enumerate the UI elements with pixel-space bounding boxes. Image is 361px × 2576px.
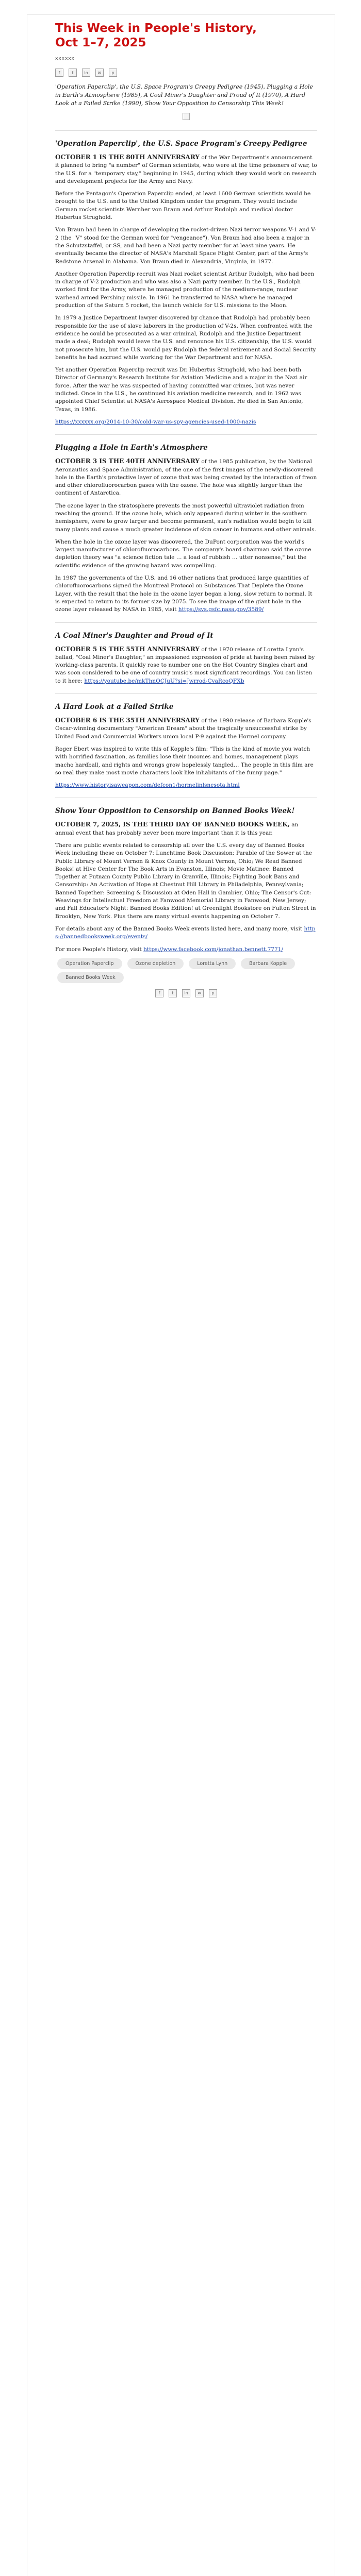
paragraph-text: of the 1970 release of Loretta Lynn's ballad, "Coal Miner's Daughter," an impassioned expression of pride at having been raised by working-class parents. It quickly rose to number one on the Hot Country Singles chart and was soon considered to be one of country music's most significant recordings. You can listen to it here: — [55, 646, 315, 684]
tag-pill[interactable]: Operation Paperclip — [57, 958, 122, 969]
newsletter-title — [55, 21, 317, 50]
hero-image-icon — [183, 113, 190, 120]
paragraph-lead: OCTOBER 3 IS THE 40TH ANNIVERSARY — [55, 457, 200, 465]
share-bar-bottom — [55, 989, 317, 997]
paragraph: In 1979 a Justice Department lawyer discovered by chance that Rudolph had probably been responsible for the use of slave laborers in the production of V-2s. When confronted with the evidence he could be prosecuted as a war criminal, Rudolph and the Justice Department made a deal; Rudolph would leave the U.S. and renounce his U.S. citizenship, the U.S. would not prosecute him, but the U.S. would pay Rudolph the federal retirement and Social Security benefits he had accrued while working for the War Department and for NASA. — [55, 315, 316, 361]
section-title-banned-books: Show Your Opposition to Censorship on Banned Books Week! — [55, 807, 295, 816]
paragraph — [55, 457, 317, 497]
paragraph-text: For more People's History, visit — [55, 946, 144, 953]
tag-pill[interactable]: Ozone depletion — [127, 958, 184, 969]
section-title-paperclip: 'Operation Paperclip', the U.S. Space Program's Creepy Pedigree — [55, 140, 307, 148]
divider — [55, 130, 317, 131]
paragraph — [55, 821, 317, 837]
youtube-link[interactable]: https://youtube.be/mkThnOCJuU?si=Jwrrod-CvaRcoQFXb — [84, 677, 244, 684]
paragraph — [55, 946, 317, 954]
paragraph — [55, 154, 317, 185]
nasa-image-link[interactable]: https://svs.gsfc.nasa.gov/3589/ — [178, 606, 264, 613]
facebook-profile-link[interactable]: https://www.facebook.com/jonathan.bennett.7771/ — [143, 946, 284, 953]
paragraph — [55, 925, 317, 941]
paragraph: When the hole in the ozone layer was discovered, the DuPont corporation was the world's largest manufacturer of chlorofluorocarbons. The company's board chairman said the ozone depletion theory was "a science fiction tale … a load of rubbish … utter nonsense," but the scientific evidence of the growing hazard was compelling. — [55, 538, 311, 569]
pinterest-share-icon[interactable]: p — [209, 989, 217, 997]
divider — [55, 693, 317, 694]
paragraph-text: In 1987 the governments of the U.S. and 16 other nations that produced large quantities of chlorofluorocarbons signed the Montreal Protocol on Substances That Deplete the Ozone Layer, with the result that the hole in the ozone layer began a long, slow return to normal. It is expected to return to its former size by 2075. To see the image of the giant hole in the ozone layer released by NASA in 1985, visit — [55, 575, 313, 613]
paragraph — [55, 782, 317, 789]
header-tag: xxxxxx — [55, 56, 75, 61]
banned-books-events-link[interactable]: https://bannedbooksweek.org/events/ — [55, 925, 316, 940]
paragraph: Before the Pentagon's Operation Paperclip ended, at least 1600 German scientists would be brought to the U.S. and to the United Kingdom under the program. They would include German rocket scientists Wernher von Braun and Arthur Rudolph and medical doctor Hubertus Strughold. — [55, 191, 311, 221]
divider — [55, 434, 317, 435]
paragraph — [55, 418, 317, 426]
newsletter-card — [27, 14, 335, 2576]
pinterest-share-icon[interactable]: p — [109, 69, 117, 77]
article-link[interactable]: https://www.historyisaweapon.com/defcon1/hormelinlsnesota.html — [55, 782, 240, 789]
paragraph: There are public events related to censorship all over the U.S. every day of Banned Books Week including these on October 7: Lunchtime Book Discussion: Parable of the Sower at the Public Library of Mount Vernon & Knox County in Mount Vernon, Ohio; We Read Banned Books! at Hive Center for The Book Arts in Evanston, Illinois; Movie Matinee: Banned Together at Putnam County Public Library in Granville, Illinois; Fighting Book Bans and Censorship: An Activation of Hope at Chestnut Hill Library in Philadelphia, Pennsylvania; Banned Together: Screening & Discussion at Oden Hall in Gambier, Ohio; The Censor's Cut: Weavings for Intellectual Freedom at Fanwood Memorial Library in Fanwood, New Jersey; and Fall Educator's Night: Banned Books Edition! at Greenlight Bookstore on Fulton Street in Brooklyn, New York. Plus there are many virtual events happening on October 7. — [55, 842, 316, 920]
facebook-share-icon[interactable]: f — [55, 69, 63, 77]
paragraph: Von Braun had been in charge of developing the rocket-driven Nazi terror weapons V-1 and V-2 (the "V" stood for the German word for "vengeance"). Von Braun had also been a major in the Schutzstaffel, or SS, and had been a Nazi party member for at least nine years. He eventually became the director of NASA's Marshall Space Flight Center, part of the Army's Redstone Arsenal in Alabama. Von Braun died in Alexandria, Virginia, in 1977. — [55, 227, 317, 265]
email-share-icon[interactable]: ✉ — [95, 69, 104, 77]
tag-pill[interactable]: Banned Books Week — [57, 972, 124, 983]
share-bar-top — [55, 69, 317, 77]
linkedin-share-icon[interactable]: in — [82, 69, 90, 77]
twitter-share-icon[interactable]: t — [169, 989, 177, 997]
twitter-share-icon[interactable]: t — [69, 69, 77, 77]
paragraph-text: of the War Department's announcement it planned to bring "a number" of German scientists, who were at the time prisoners of war, to the U.S. for a "temporary stay," beginning in 1945, during which they would work on research and development projects for the Army and Navy. — [55, 155, 317, 184]
tag-pill[interactable]: Barbara Kopple — [241, 958, 295, 969]
title-line-1: This Week in People's History, — [55, 22, 257, 35]
paragraph: Roger Ebert was inspired to write this of Kopple's film: "This is the kind of movie you watch with horrified fascination, as families lose their incomes and homes, management plays macho hardball, and rights and wrongs grow hopelessly tangled… The people in this film are so real they make most movie characters look like inhabitants of the funny page." — [55, 745, 314, 776]
article-link[interactable]: https://xxxxxx.org/2014-10-30/cold-war-us-spy-agencies-used-1000-nazis — [55, 418, 256, 425]
paragraph-text: of the 1985 publication, by the National Aeronautics and Space Administration, of the one of the first images of the newly-discovered hole in the Earth's protective layer of ozone that was being created by the interaction of freon and other chlorofluorocarbon gases with the ozone. The hole was slightly larger than the continent of Antarctica. — [55, 459, 317, 497]
title-line-2: Oct 1–7, 2025 — [55, 36, 146, 49]
section-title-ozone: Plugging a Hole in Earth's Atmosphere — [55, 444, 208, 452]
paragraph-text: For details about any of the Banned Books Week events listed here, and many more, visit — [55, 925, 304, 932]
paragraph — [55, 574, 317, 614]
newsletter-content — [27, 15, 335, 997]
divider — [55, 622, 317, 623]
section-title-coal-miner: A Coal Miner's Daughter and Proud of It — [55, 631, 214, 640]
paragraph-text: of the 1990 release of Barbara Kopple's Oscar-winning documentary "American Dream" about the tragically unsuccessful strike by United Food and Commercial Workers union local P-9 against the Hormel company. — [55, 718, 311, 740]
paragraph-lead: OCTOBER 6 IS THE 35TH ANNIVERSARY — [55, 717, 200, 724]
facebook-share-icon[interactable]: f — [155, 989, 163, 997]
paragraph: Another Operation Paperclip recruit was Nazi rocket scientist Arthur Rudolph, who had been in charge of V-2 production and who was also a Nazi party member. In the U.S., Rudolph worked first for the Army, where he managed production of the medium-range, nuclear warhead armed Pershing missile. In 1961 he transferred to NASA where he managed production of the Saturn 5 rocket, the launch vehicle for U.S. missions to the Moon. — [55, 270, 315, 309]
linkedin-share-icon[interactable]: in — [182, 989, 190, 997]
paragraph: Yet another Operation Paperclip recruit was Dr. Hubertus Strughold, who had been both Director of Germany's Research Institute for Aviation Medicine and a major in the Nazi air force. After the war he was suspected of having committed war crimes, but was never indicted. Once in the U.S., he continued his aviation medicine research, and in 1962 was appointed Chief Scientist at NASA's Aerospace Medical Division. He died in San Antonio, Texas, in 1986. — [55, 367, 307, 413]
section-title-failed-strike: A Hard Look at a Failed Strike — [55, 703, 174, 711]
paragraph-text: an annual event that has probably never been more important than it is this year. — [55, 822, 299, 836]
topic-tags — [57, 958, 317, 983]
email-share-icon[interactable]: ✉ — [195, 989, 204, 997]
paragraph — [55, 717, 317, 741]
tag-pill[interactable]: Loretta Lynn — [189, 958, 236, 969]
paragraph — [55, 646, 317, 685]
paragraph: The ozone layer in the stratosphere prevents the most powerful ultraviolet radiation from reaching the ground. If the ozone hole, which only appeared during winter in the southern hemisphere, were to grow larger and become permanent, sun's radiation would begin to kill many plants and cause a much greater incidence of skin cancer in humans and other animals. — [55, 502, 316, 533]
paragraph-lead: OCTOBER 1 IS THE 80TH ANNIVERSARY — [55, 154, 200, 161]
paragraph-lead: OCTOBER 7, 2025, IS THE THIRD DAY OF BANNED BOOKS WEEK, — [55, 821, 290, 828]
intro-summary: 'Operation Paperclip', the U.S. Space Program's Creepy Pedigree (1945), Plugging a Hole in Earth's Atmosphere (1985), A Coal Miner's Daughter and Proud of It (1970), A Hard Look at a Failed Strike (1990), Show Your Opposition to Censorship This Week! — [55, 83, 313, 107]
paragraph-lead: OCTOBER 5 IS THE 55TH ANNIVERSARY — [55, 645, 200, 653]
